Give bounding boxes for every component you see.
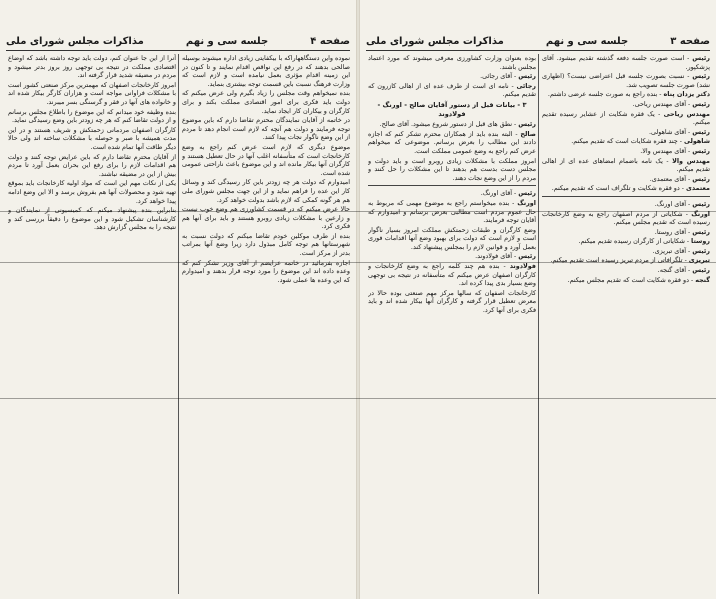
- paragraph-text: - بنده میخواستم راجع به موضوع مهمی که مربوط به حال عموم مردم است مطالبی بعرض برسانم و امیدوارم که آقایان توجه فرمایند.: [368, 198, 536, 225]
- paragraph: [542, 100, 710, 109]
- paragraph-text: کارخانجات اصفهان که سالها مرکز مهم صنعتی بوده حالا در معرض تعطیل قرار گرفته و کارگران آنها بیکار شده اند و باید فکری برای آنها کرد.: [368, 288, 536, 315]
- paragraph-text: - یک فقره شکایت از عشایر رسیده تقدیم میکنم.: [542, 109, 710, 127]
- paragraph-text: - آقای اورنگ.: [654, 199, 691, 208]
- speaker-name: مهندس والا: [672, 156, 710, 165]
- paragraph-text: - آقای تبریزی.: [652, 246, 691, 255]
- paragraph-text: از آقایان محترم تقاضا دارم که باین عرایض توجه کنند و دولت هم اقدامات لازم را برای رفع این بحران بعمل آورد تا مردم بیش از این در مضیقه نباشند.: [8, 152, 176, 178]
- paragraph-text: - یک نامه باضمام امضاهای عده ای از اهالی تقدیم میکنم.: [542, 156, 710, 174]
- paragraph-text: - بنده راجع به صورت جلسه عرضی داشتم.: [547, 90, 662, 99]
- paragraph: [8, 206, 176, 232]
- paragraph-text: - است صورت جلسه دفعه گذشته تقدیم میشود. آقای پزشکپور.: [542, 54, 710, 71]
- paragraph: [542, 237, 710, 246]
- paragraph-text: - دو فقره شکایت است که تقدیم مجلس میکنم.: [567, 275, 694, 284]
- paragraph: [542, 247, 710, 256]
- paragraph: [182, 54, 350, 88]
- left-page-header: [6, 34, 350, 51]
- speaker-name: گنجه: [695, 275, 710, 284]
- journal-title: مذاکرات مجلس شورای ملی: [6, 35, 144, 47]
- page-number: صفحه ۴: [310, 35, 350, 47]
- paragraph: [182, 143, 350, 177]
- paragraph-text: کارگران اصفهان مردمانی زحمتکش و شریف هستند و در این مدت همیشه با صبر و حوصله با مشکلات ساخته اند ولی حالا دیگر طاقت آنها تمام شده است.: [8, 125, 176, 151]
- paragraph-text: بنده نمیخواهم وقت مجلس را زیاد بگیرم ولی عرض میکنم که دولت باید فکری برای امور اقتصادی مملکت بکند و برای کارگران و بیکاران کار ایجاد نماید.: [182, 89, 350, 115]
- paragraph: [8, 179, 176, 205]
- section-divider: [368, 185, 536, 186]
- speaker-name: رئیس: [692, 146, 710, 155]
- speaker-name: رئیس: [692, 227, 710, 236]
- paragraph: [368, 72, 536, 81]
- scan-artifact-line: [0, 398, 716, 399]
- paragraph: [368, 289, 536, 315]
- paragraph: [368, 252, 536, 261]
- column-divider: [538, 54, 539, 594]
- paragraph-text: - آقای رجائی.: [480, 72, 517, 81]
- paragraph: [542, 175, 710, 184]
- speaker-name: فولادوند: [509, 262, 536, 271]
- paragraph-text: - شکایاتی از مردم اصفهان راجع به وضع کارخانجات رسیده است که تقدیم مجلس میکنم.: [542, 209, 710, 227]
- left-page-column-2: [8, 54, 176, 594]
- right-page-header: [366, 34, 710, 51]
- speaker-name: رئیس: [692, 127, 710, 136]
- speaker-name: رئیس: [518, 120, 536, 129]
- paragraph-text: امیدوارم که دولت هر چه زودتر باین کار رسیدگی کند و وسائل کار این عده را فراهم نماید و از این جهت مجلس شورای ملی هم هر گونه کمکی که لازم باشد بدولت خواهد کرد.: [182, 178, 350, 204]
- paragraph: [542, 200, 710, 209]
- speaker-name: رئیس: [692, 72, 710, 81]
- scan-artifact-line: [0, 211, 716, 212]
- speaker-name: رئیس: [692, 246, 710, 255]
- paragraph-text: امروز مملکت با مشکلات زیادی روبرو است و باید دولت و مجلس دست بدست هم بدهند تا این مشکلات را حل کنند و مردم را از این وضع نجات دهند.: [368, 156, 536, 182]
- right-page-column-2: [368, 54, 536, 594]
- speaker-name: اورنگ: [517, 198, 536, 207]
- column-divider: [178, 54, 179, 594]
- speaker-name: رئیس: [518, 252, 536, 261]
- paragraph-text: - نطق های قبل از دستور شروع میشود. آقای صالح.: [379, 120, 517, 129]
- speaker-name: اورنگ: [691, 209, 710, 218]
- speaker-name: رئیس: [692, 174, 710, 183]
- paragraph-text: بوده بعنوان وزارت کشاورزی معرفی میشوند که مورد اعتماد مجلس باشند.: [368, 54, 536, 71]
- paragraph: [368, 189, 536, 198]
- paragraph-text: - بنده هم چند کلمه راجع به وضع کارخانجات و کارگران اصفهان عرض میکنم که متأسفانه در نتیجه بی توجهی وضع بسیار بدی پیدا کرده اند.: [368, 262, 536, 288]
- paragraph: [542, 54, 710, 71]
- paragraph: [542, 72, 710, 89]
- paragraph-text: - شکایاتی از کارگران رسیده تقدیم میکنم.: [578, 237, 689, 246]
- paragraph-text: - نامه ای است از طرف عده ای از اهالی کازرون که تقدیم میکنم.: [368, 81, 536, 99]
- speaker-name: دکتر یزدان پناه: [663, 90, 710, 99]
- paragraph: [542, 276, 710, 285]
- left-page: [0, 0, 356, 599]
- paragraph-text: - آقای اورنگ.: [480, 189, 517, 198]
- paragraph: [182, 116, 350, 142]
- scan-artifact-line: [0, 262, 716, 263]
- journal-title: مذاکرات مجلس شورای ملی: [366, 35, 504, 47]
- paragraph-text: - البته بنده باید از همکاران محترم تشکر کنم که اجازه دادند این مطالب را بعرض برسانم. موضوعی که میخواهم عرض کنم راجع به وضع عمومی مملکت است.: [368, 129, 536, 155]
- session-title: جلسه سی و نهم: [545, 35, 629, 47]
- paragraph: [368, 120, 536, 129]
- paragraph-text: - آقای روستا.: [654, 227, 691, 236]
- paragraph: [182, 205, 350, 231]
- paragraph: [368, 226, 536, 252]
- paragraph: [182, 89, 350, 115]
- paragraph-text: در خاتمه از آقایان نمایندگان محترم تقاضا دارم که باین موضوع توجه فرمایند و دولت هم آنچه که لازم است انجام دهد تا مردم از این وضع ناگوار نجات پیدا کنند.: [182, 116, 350, 142]
- paragraph-text: یکی از نکات مهم این است که مواد اولیه کارخانجات باید بموقع تهیه شود و محصولات آنها هم بفروش برسد و الا این وضع ادامه پیدا خواهد کرد.: [8, 179, 176, 205]
- speaker-name: رئیس: [692, 99, 710, 108]
- speaker-name: رئیس: [692, 266, 710, 275]
- speaker-name: رئیس: [692, 54, 710, 62]
- paragraph: [542, 210, 710, 227]
- paragraph: [542, 110, 710, 127]
- paragraph-text: بنده از طرف موکلین خودم تقاضا میکنم که دولت نسبت به شهرستانها هم توجه کامل مبذول دارد زیرا وضع آنها بمراتب بدتر از مرکز است.: [182, 231, 350, 258]
- paragraph: [8, 81, 176, 107]
- paragraph: [542, 147, 710, 156]
- speaker-name: رجائی: [516, 81, 536, 90]
- left-page-column-1: [182, 54, 350, 594]
- session-title: جلسه سی و نهم: [185, 35, 269, 47]
- section-divider: [542, 196, 710, 197]
- paragraph: [368, 82, 536, 99]
- paragraph-text: موضوع دیگری که لازم است عرض کنم راجع به وضع کارخانجات است که متأسفانه اغلب آنها در حال تعطیل هستند و کارگران آنها بیکار مانده اند و این موضوع باعث ناراحتی عمومی شده است.: [182, 142, 350, 177]
- paragraph: [542, 128, 710, 137]
- paragraph-text: - چند فقره شکایات است که تقدیم میکنم.: [571, 137, 682, 146]
- right-page: [360, 0, 716, 599]
- paragraph-text: - آقای گنجه.: [657, 266, 691, 275]
- speaker-name: رئیس: [518, 72, 536, 81]
- paragraph-text: بنابراین بنده پیشنهاد میکنم که کمیسیونی از نمایندگان و کارشناسان تشکیل شود و این موضوع را دقیقاً بررسی کند و نتیجه را به مجلس گزارش دهد.: [8, 206, 176, 232]
- speaker-name: صالح: [520, 129, 536, 138]
- paragraph: [182, 178, 350, 204]
- paragraph: [182, 232, 350, 258]
- speaker-name: رئیس: [692, 199, 710, 208]
- speaker-name: معتمدی: [685, 184, 710, 193]
- paragraph: [368, 157, 536, 183]
- paragraph-text: - آقای فولادوند.: [475, 252, 517, 261]
- paragraph-text: - تلگرافاتی از مردم تبریز رسیده است تقدیم میکنم.: [550, 256, 687, 265]
- paragraph: [542, 266, 710, 275]
- page-number: صفحه ۳: [670, 35, 710, 47]
- paragraph: [542, 137, 710, 146]
- paragraph-text: - آقای مهندس والا.: [640, 146, 691, 155]
- paragraph: [368, 262, 536, 288]
- paragraph-text: نموده واین دستگاههاراکه با بیکفایتی زیادی اداره میشوند بوسیله صالحی بدهند که در رفع این نواقص اقدام نمایند و تا کنون در این زمینه اقدام مؤثری بعمل نیامده است و لازم است که وزارت فرهنگ نسبت باین قسمت توجه بیشتری بنماید.: [182, 54, 350, 88]
- paragraph-text: بنده وظیفه خود میدانم که این موضوع را باطلاع مجلس برسانم و از دولت تقاضا کنم که هر چه زودتر باین وضع رسیدگی نماید.: [8, 107, 176, 125]
- paragraph-text: وضع کارگران و طبقات زحمتکش مملکت امروز بسیار ناگوار است و لازم است که دولت برای بهبود وضع آنها اقدامات فوری بعمل آورد و قوانین لازم را بمجلس پیشنهاد کند.: [368, 225, 536, 251]
- speaker-name: مهندس ریاحی: [663, 109, 710, 118]
- paragraph: [368, 130, 536, 156]
- paragraph-text: - آقای شاهولی.: [648, 127, 691, 136]
- paragraph: [542, 184, 710, 193]
- paragraph: [8, 108, 176, 125]
- paragraph: [8, 153, 176, 179]
- paragraph: [8, 54, 176, 80]
- speaker-name: شاهولی: [684, 137, 710, 146]
- paragraph-text: - آقای معتمدی.: [649, 174, 691, 183]
- paragraph-text: امروز کارخانجات اصفهان که مهمترین مرکز صنعتی کشور است با مشکلات فراوانی مواجه است و هزاران کارگر بیکار شده اند و خانواده های آنها در فقر و گرسنگی بسر میبرند.: [8, 80, 176, 106]
- paragraph: [542, 90, 710, 99]
- speaker-name: تبریزی: [688, 256, 710, 265]
- speaker-name: رئیس: [518, 189, 536, 198]
- right-page-column-1: [542, 54, 710, 594]
- paragraph: [8, 126, 176, 152]
- paragraph-text: - دو فقره شکایت و تلگراف است که تقدیم میکنم.: [551, 184, 684, 193]
- paragraph-text: - آقای مهندس ریاحی.: [632, 99, 691, 108]
- paragraph: [542, 256, 710, 265]
- paragraph-text: اجازه بفرمائید در خاتمه عرایضم از آقای وزیر تشکر کنم که وعده داده اند این موضوع را مورد توجه قرار بدهند و امیدوارم که این وعده ها عملی شود.: [182, 258, 350, 284]
- paragraph-text: آنرا از این جا عنوان کنم، دولت باید توجه داشته باشد که اوضاع اقتصادی مملکت در نتیجه بی توجهی روز بروز بدتر میشود و مردم در مضیقه شدید قرار گرفته اند.: [8, 54, 176, 80]
- speaker-name: روستا: [691, 237, 710, 246]
- paragraph: [542, 157, 710, 174]
- paragraph: [368, 54, 536, 71]
- paragraph-text: - نسبت بصورت جلسه قبل اعتراضی نیست؟ (اظهاری نشد) صورت جلسه تصویب شد.: [542, 72, 710, 89]
- section-heading: ۳ - بیانات قبل از دستور آقایان صالح - اورنگ - فولادوند: [377, 100, 527, 118]
- paragraph-text: حالا عرض میکنم که در قسمت کشاورزی هم وضع خوب نیست و زارعین با مشکلات زیادی روبرو هستند و باید برای آنها هم فکری کرد.: [182, 205, 350, 231]
- paragraph: [542, 228, 710, 237]
